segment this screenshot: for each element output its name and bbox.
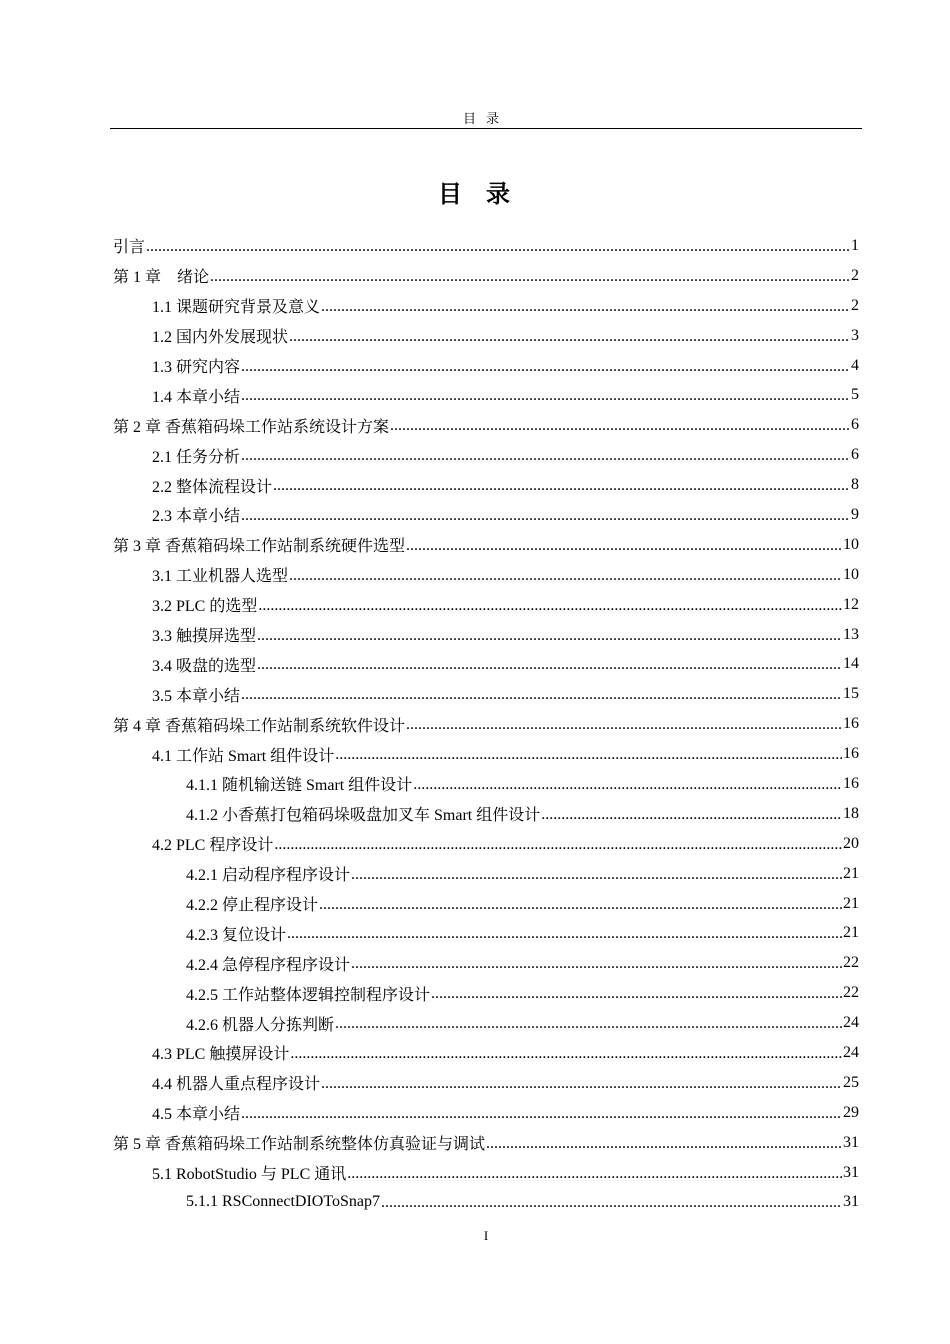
toc-entry-page: 3	[851, 326, 859, 344]
toc-entry[interactable]	[113, 1038, 859, 1068]
toc-dot-leader	[258, 597, 842, 615]
toc-entry-page: 22	[843, 954, 859, 972]
toc-dot-leader	[335, 746, 842, 764]
toc-entry-page: 31	[843, 1163, 859, 1181]
toc-entry-title: 1.2 国内外发展现状	[152, 329, 289, 347]
toc-entry-title: 4.5 本章小结	[152, 1106, 241, 1124]
toc-entry-title: 4.2.1 启动程序程序设计	[186, 867, 351, 885]
toc-entry-page: 6	[851, 416, 859, 434]
toc-entry-page: 1	[851, 236, 859, 254]
toc-entry-page: 8	[851, 476, 859, 494]
toc-entry-title: 第 1 章 绪论	[113, 269, 210, 287]
toc-entry-title: 2.2 整体流程设计	[152, 478, 273, 496]
toc-entry[interactable]	[113, 769, 859, 799]
toc-dot-leader	[257, 656, 842, 674]
toc-dot-leader	[351, 866, 842, 884]
toc-entry[interactable]	[113, 1098, 859, 1128]
toc-entry-page: 31	[843, 1133, 859, 1151]
toc-entry[interactable]	[113, 709, 859, 739]
toc-entry[interactable]	[113, 530, 859, 560]
toc-dot-leader	[241, 358, 850, 376]
toc-entry-title: 2.1 任务分析	[152, 448, 241, 466]
toc-entry[interactable]	[113, 649, 859, 679]
toc-entry[interactable]	[113, 679, 859, 709]
toc-entry-page: 16	[843, 745, 859, 763]
toc-entry-page: 21	[843, 894, 859, 912]
toc-title: 目录	[438, 180, 534, 208]
toc-dot-leader	[146, 238, 850, 256]
toc-entry[interactable]	[113, 261, 859, 291]
toc-entry-title: 4.2 PLC 程序设计	[152, 837, 274, 855]
toc-dot-leader	[241, 1105, 842, 1123]
toc-entry-title: 1.4 本章小结	[152, 388, 241, 406]
toc-dot-leader	[319, 896, 842, 914]
toc-dot-leader	[381, 1194, 842, 1212]
toc-entry[interactable]	[113, 590, 859, 620]
toc-entry[interactable]	[113, 231, 859, 261]
toc-entry-page: 31	[843, 1193, 859, 1211]
toc-entry-title: 第 4 章 香蕉箱码垛工作站制系统软件设计	[113, 717, 406, 735]
toc-entry-page: 24	[843, 1043, 859, 1061]
page-number: I	[483, 1228, 489, 1243]
toc-entry-title: 3.3 触摸屏选型	[152, 628, 257, 646]
toc-entry-title: 1.1 课题研究背景及意义	[152, 299, 321, 317]
toc-entry-title: 2.3 本章小结	[152, 508, 241, 526]
toc-dot-leader	[486, 1135, 842, 1153]
toc-entry-page: 20	[843, 834, 859, 852]
toc-entry[interactable]	[113, 1158, 859, 1188]
toc-entry[interactable]	[113, 620, 859, 650]
toc-entry-page: 25	[843, 1073, 859, 1091]
toc-dot-leader	[431, 985, 842, 1003]
toc-entry-page: 24	[843, 1014, 859, 1032]
toc-entry[interactable]	[113, 500, 859, 530]
toc-entry-title: 4.2.5 工作站整体逻辑控制程序设计	[186, 986, 431, 1004]
toc-entry[interactable]	[113, 739, 859, 769]
toc-entry-title: 3.2 PLC 的选型	[152, 598, 258, 616]
toc-entry[interactable]	[113, 918, 859, 948]
toc-dot-leader	[287, 925, 842, 943]
toc-entry-title: 4.2.2 停止程序设计	[186, 897, 319, 915]
toc-dot-leader	[241, 507, 850, 525]
toc-entry-page: 5	[851, 386, 859, 404]
toc-dot-leader	[289, 567, 842, 585]
toc-entry-title: 1.3 研究内容	[152, 359, 241, 376]
toc-dot-leader	[321, 298, 850, 316]
toc-entry-title: 3.5 本章小结	[152, 687, 241, 705]
toc-dot-leader	[241, 686, 842, 704]
toc-entry-page: 29	[843, 1103, 859, 1121]
toc-entry-title: 5.1.1 RSConnectDIOToSnap7	[186, 1193, 380, 1211]
toc-entry-title: 4.3 PLC 触摸屏设计	[152, 1046, 290, 1064]
toc-entry-title: 引言	[113, 239, 146, 257]
toc-entry[interactable]	[113, 291, 859, 321]
toc-entry[interactable]	[113, 380, 859, 410]
toc-dot-leader	[413, 776, 842, 794]
toc-entry[interactable]	[113, 859, 859, 889]
toc-entry[interactable]	[113, 440, 859, 470]
toc-entry-title: 第 2 章 香蕉箱码垛工作站系统设计方案	[113, 418, 390, 436]
toc-dot-leader	[347, 1165, 842, 1183]
toc-entry-page: 22	[843, 984, 859, 1002]
toc-dot-leader	[541, 806, 842, 824]
toc-entry[interactable]	[113, 1188, 859, 1218]
toc-entry-page: 21	[843, 924, 859, 942]
toc-entry[interactable]	[113, 799, 859, 829]
toc-entry-page: 2	[851, 266, 859, 284]
toc-entry-page: 15	[843, 685, 859, 703]
toc-entry[interactable]	[113, 948, 859, 978]
toc-entry-page: 9	[851, 505, 859, 523]
toc-entry-page: 10	[843, 535, 859, 553]
toc-entry-title: 4.4 机器人重点程序设计	[152, 1076, 321, 1094]
toc-entry[interactable]	[113, 1128, 859, 1158]
toc-entry[interactable]	[113, 978, 859, 1008]
toc-entry-page: 16	[843, 715, 859, 733]
toc-entry-title: 4.1 工作站 Smart 组件设计	[152, 747, 335, 765]
toc-dot-leader	[257, 627, 842, 645]
toc-entry-title: 5.1 RobotStudio 与 PLC 通讯	[152, 1166, 347, 1184]
toc-entry-page: 12	[843, 595, 859, 613]
toc-dot-leader	[406, 716, 842, 734]
toc-entry-page: 16	[843, 774, 859, 792]
toc-entry[interactable]	[113, 1068, 859, 1098]
toc-entry-page: 10	[843, 565, 859, 583]
toc-entry[interactable]	[113, 889, 859, 919]
toc-entry[interactable]	[113, 829, 859, 859]
toc-entry-title: 4.2.3 复位设计	[186, 926, 287, 944]
table-of-contents	[113, 231, 859, 1217]
toc-dot-leader	[390, 417, 850, 435]
toc-entry-title: 第 3 章 香蕉箱码垛工作站制系统硬件选型	[113, 538, 406, 556]
toc-entry-title: 4.2.6 机器人分拣判断	[186, 1016, 335, 1034]
toc-dot-leader	[321, 1075, 842, 1093]
toc-dot-leader	[241, 387, 850, 405]
toc-entry[interactable]	[113, 351, 859, 381]
toc-entry-title: 4.2.4 急停程序程序设计	[186, 956, 351, 974]
toc-entry-page: 21	[843, 864, 859, 882]
toc-dot-leader	[273, 477, 850, 495]
toc-entry-title: 4.1.1 随机输送链 Smart 组件设计	[186, 777, 413, 795]
toc-entry-title: 4.1.2 小香蕉打包箱码垛吸盘加叉车 Smart 组件设计	[186, 807, 541, 825]
toc-entry[interactable]	[113, 1008, 859, 1038]
toc-dot-leader	[406, 537, 842, 555]
toc-entry[interactable]	[113, 560, 859, 590]
toc-dot-leader	[335, 1015, 842, 1033]
toc-dot-leader	[351, 955, 842, 973]
toc-dot-leader	[274, 836, 842, 854]
toc-entry-title: 第 5 章 香蕉箱码垛工作站制系统整体仿真验证与调试	[113, 1136, 486, 1154]
toc-entry-page: 14	[843, 655, 859, 673]
toc-dot-leader	[210, 268, 850, 286]
toc-entry-page: 2	[851, 296, 859, 314]
toc-entry-title: 3.4 吸盘的选型	[152, 657, 257, 675]
toc-entry[interactable]	[113, 410, 859, 440]
running-header: 目录	[462, 111, 509, 126]
toc-entry-page: 4	[851, 356, 859, 374]
header-rule	[110, 128, 862, 129]
toc-entry-page: 6	[851, 446, 859, 464]
toc-entry[interactable]	[113, 470, 859, 500]
toc-entry-page: 13	[843, 625, 859, 643]
toc-dot-leader	[290, 1045, 842, 1063]
toc-entry[interactable]	[113, 321, 859, 351]
toc-entry-page: 18	[843, 804, 859, 822]
toc-entry-title: 3.1 工业机器人选型	[152, 568, 289, 586]
toc-dot-leader	[241, 447, 850, 465]
toc-dot-leader	[289, 328, 850, 346]
